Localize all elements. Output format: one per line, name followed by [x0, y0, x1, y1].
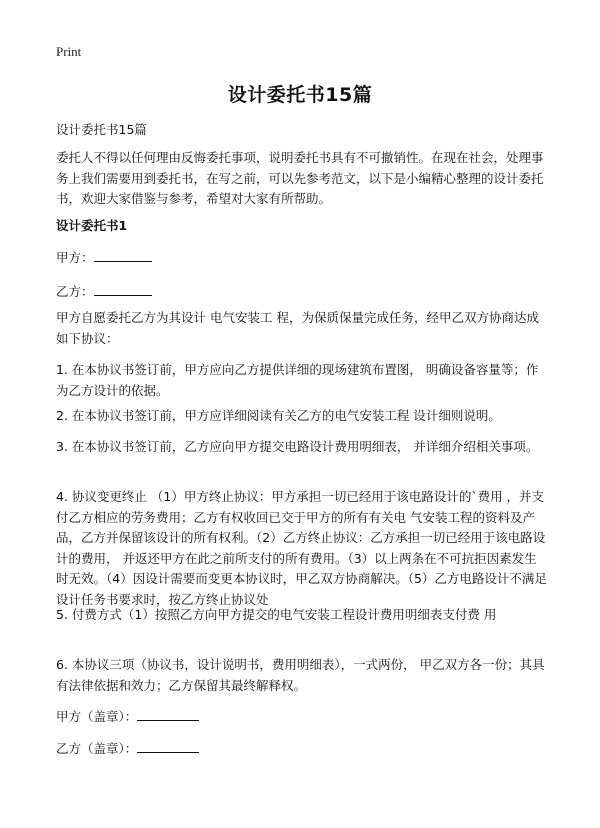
- seal-a-line: [56, 706, 548, 728]
- entrust-paragraph: 甲方自愿委托乙方为其设计 电气安装工 程，为保质保量完成任务，经甲乙双方协商达成如下协议：: [56, 310, 539, 346]
- clause-4: 4. 协议变更终止 （1）甲方终止协议：甲方承担一切已经用于该电路设计的`费用 ，并支付乙方相应的劳务费用；乙方有权收回已交于甲方的所有有关电 气安装工程的资料及产品，乙方并保留该设计的所有权利。（2）乙方终止协议：乙方承担一切已经用于该电路设计的费用， 并返还甲方在此之前所支付的所有费用。（3）以上两条在不可抗拒因素发生时无效。（4）因设计需要而变更本协议时，甲乙双方协商解决。（5）乙方电路设计不满足设计任务书要求时，按乙方终止协议处: [56, 489, 547, 607]
- seal-a-blank: [137, 706, 199, 721]
- party-b-label: 乙方：: [56, 284, 94, 299]
- clause-6: 6. 本协议三项（协议书，设计说明书，费用明细表），一式两份， 甲乙双方各一份；其具有法律依据和效力；乙方保留其最终解释权。: [56, 657, 545, 693]
- page-title: 设计委托书15篇: [227, 84, 373, 106]
- seal-a-label: 甲方（盖章）：: [56, 709, 138, 724]
- clause-3: 3. 在本协议书签订前，乙方应向甲方提交电路设计费用明细表， 并详细介绍相关事项。: [56, 439, 539, 454]
- party-a-blank: [94, 247, 152, 262]
- subtitle: 设计委托书15篇: [56, 122, 147, 137]
- clause-1: 1. 在本协议书签订前，甲方应向乙方提供详细的现场建筑布置图， 明确设备容量等；作为乙方设计的依据。: [56, 362, 539, 398]
- seal-b-line: [56, 738, 548, 760]
- clause-2: 2. 在本协议书签订前，甲方应详细阅读有关乙方的电气安装工程 设计细则说明。: [56, 408, 501, 423]
- party-a-line: [56, 247, 548, 269]
- section-heading: 设计委托书1: [56, 218, 128, 233]
- party-a-label: 甲方：: [56, 250, 94, 265]
- clause-5: 5. 付费方式（1）按照乙方向甲方提交的电气安装工程设计费用明细表支付费 用: [56, 607, 497, 622]
- party-b-blank: [94, 281, 152, 296]
- party-b-line: [56, 281, 548, 303]
- seal-b-label: 乙方（盖章）：: [56, 741, 138, 756]
- intro-paragraph: 委托人不得以任何理由反悔委托事项，说明委托书具有不可撤销性。在现在社会，处理事务上我们需要用到委托书，在写之前，可以先参考范文，以下是小编精心整理的设计委托书，欢迎大家借鉴与参考，希望对大家有所帮助。: [56, 150, 544, 206]
- print-link[interactable]: Print: [56, 44, 82, 59]
- seal-b-blank: [137, 738, 199, 753]
